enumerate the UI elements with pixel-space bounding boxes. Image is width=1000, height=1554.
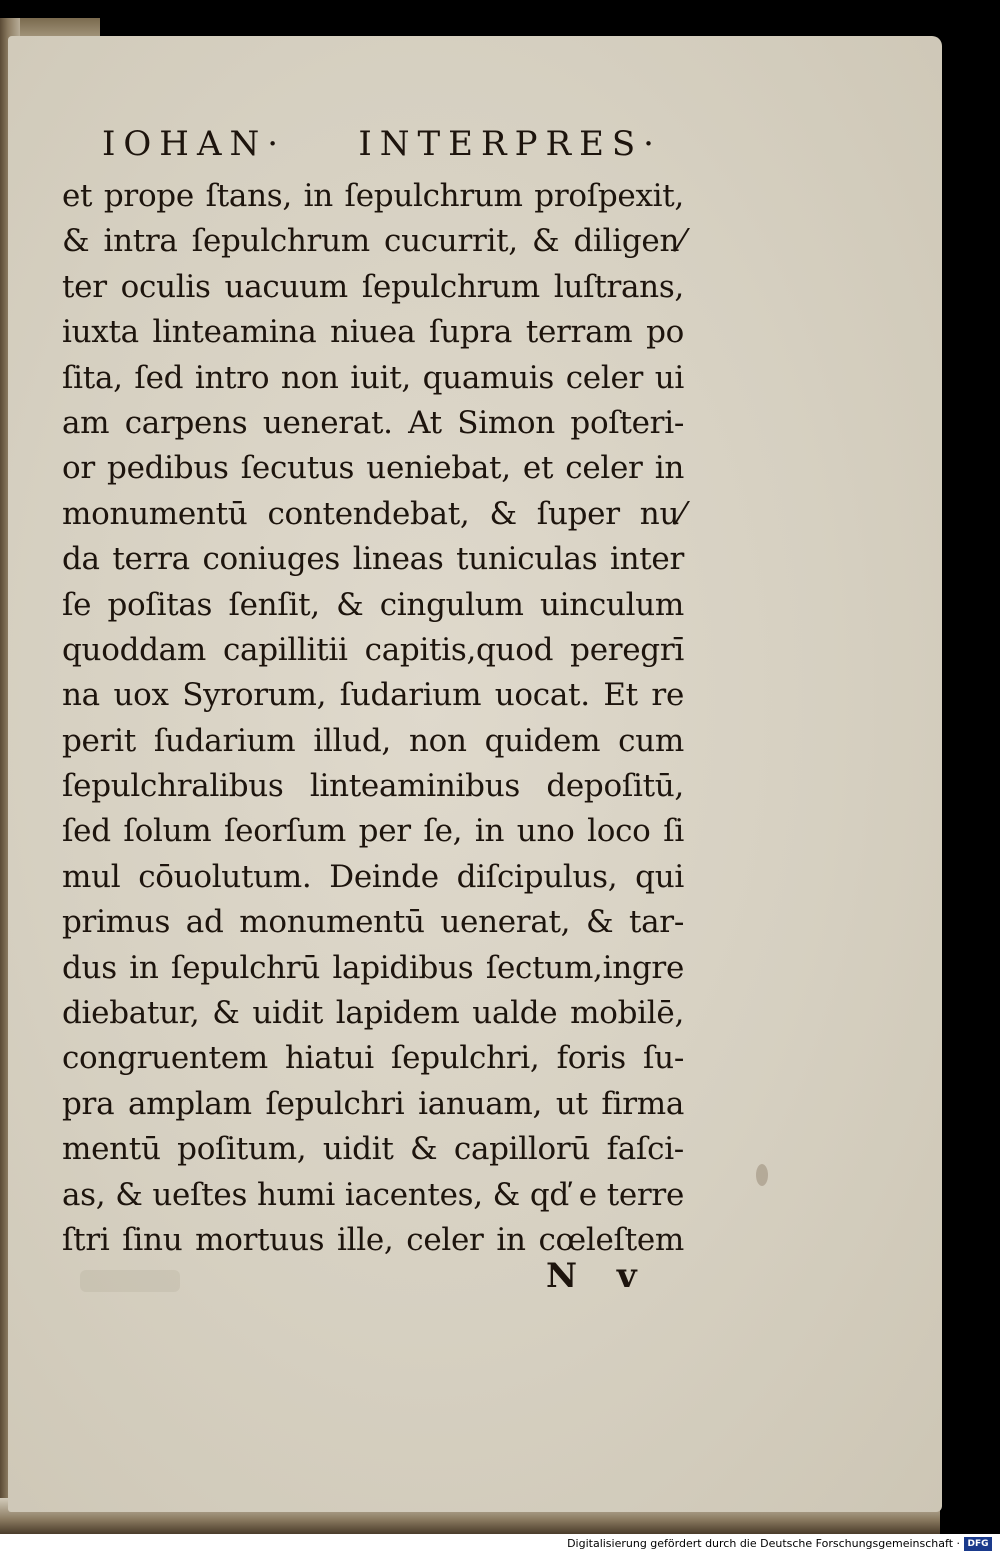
text-line: congruentem hiatui ſepulchri, foris ſu- — [62, 1040, 684, 1077]
running-head-left: IOHAN· — [102, 124, 287, 164]
signature-mark: N v — [546, 1256, 651, 1296]
text-line: as, & ueſtes humi iacentes, & qď e terre — [62, 1176, 684, 1213]
text-line: mul cōuolutum. Deinde diſcipulus, qui — [62, 858, 684, 895]
funding-credit: Digitalisierung gefördert durch die Deutsche Forschungsgemeinschaft · — [567, 1537, 960, 1550]
text-line: or pedibus ſecutus ueniebat, et celer in — [62, 450, 684, 487]
text-line: iuxta linteamina niuea ſupra terram po — [62, 314, 684, 351]
running-head-right: INTERPRES· — [358, 124, 662, 164]
text-line: quoddam capillitii capitis,quod peregrī — [62, 631, 684, 668]
faint-offset-mark — [80, 1270, 180, 1292]
text-line: ter oculis uacuum ſepulchrum luſtrans, — [62, 268, 684, 305]
text-line: monumentū contendebat, & ſuper nu⁄ — [62, 495, 684, 532]
text-line: perit ſudarium illud, non quidem cum — [62, 722, 684, 759]
text-line: primus ad monumentū uenerat, & tar- — [62, 904, 684, 941]
text-line: dus in ſepulchrū lapidibus ſectum,ingre — [62, 949, 684, 986]
dfg-logo: DFG — [964, 1537, 992, 1551]
body-text — [62, 174, 684, 1263]
text-line: am carpens uenerat. At Simon poſteri- — [62, 404, 684, 441]
text-line: ſed ſolum ſeorſum per ſe, in uno loco ſi — [62, 813, 684, 850]
text-line: et prope ſtans, in ſepulchrum proſpexit, — [62, 178, 684, 214]
text-line: da terra coniuges lineas tuniculas inter — [62, 541, 684, 578]
text-line: diebatur, & uidit lapidem ualde mobilē, — [62, 995, 684, 1032]
text-line: ſita, ſed intro non iuit, quamuis celer ui — [62, 359, 684, 396]
text-line: pra amplam ſepulchri ianuam, ut firma — [62, 1085, 684, 1122]
text-line: & intra ſepulchrum cucurrit, & diligen⁄ — [62, 223, 684, 260]
running-head — [102, 120, 662, 168]
paper-stain — [756, 1164, 768, 1186]
text-line: na uox Syrorum, ſudarium uocat. Et re — [62, 677, 684, 714]
text-line: ſtri ſinu mortuus ille, celer in cœleſtem — [62, 1221, 684, 1258]
text-line: ſepulchralibus linteaminibus depoſitū, — [62, 768, 684, 805]
text-line: ſe poſitas ſenſit, & cingulum uinculum — [62, 586, 684, 623]
text-line: mentū poſitum, uidit & capillorū faſci- — [62, 1131, 684, 1168]
